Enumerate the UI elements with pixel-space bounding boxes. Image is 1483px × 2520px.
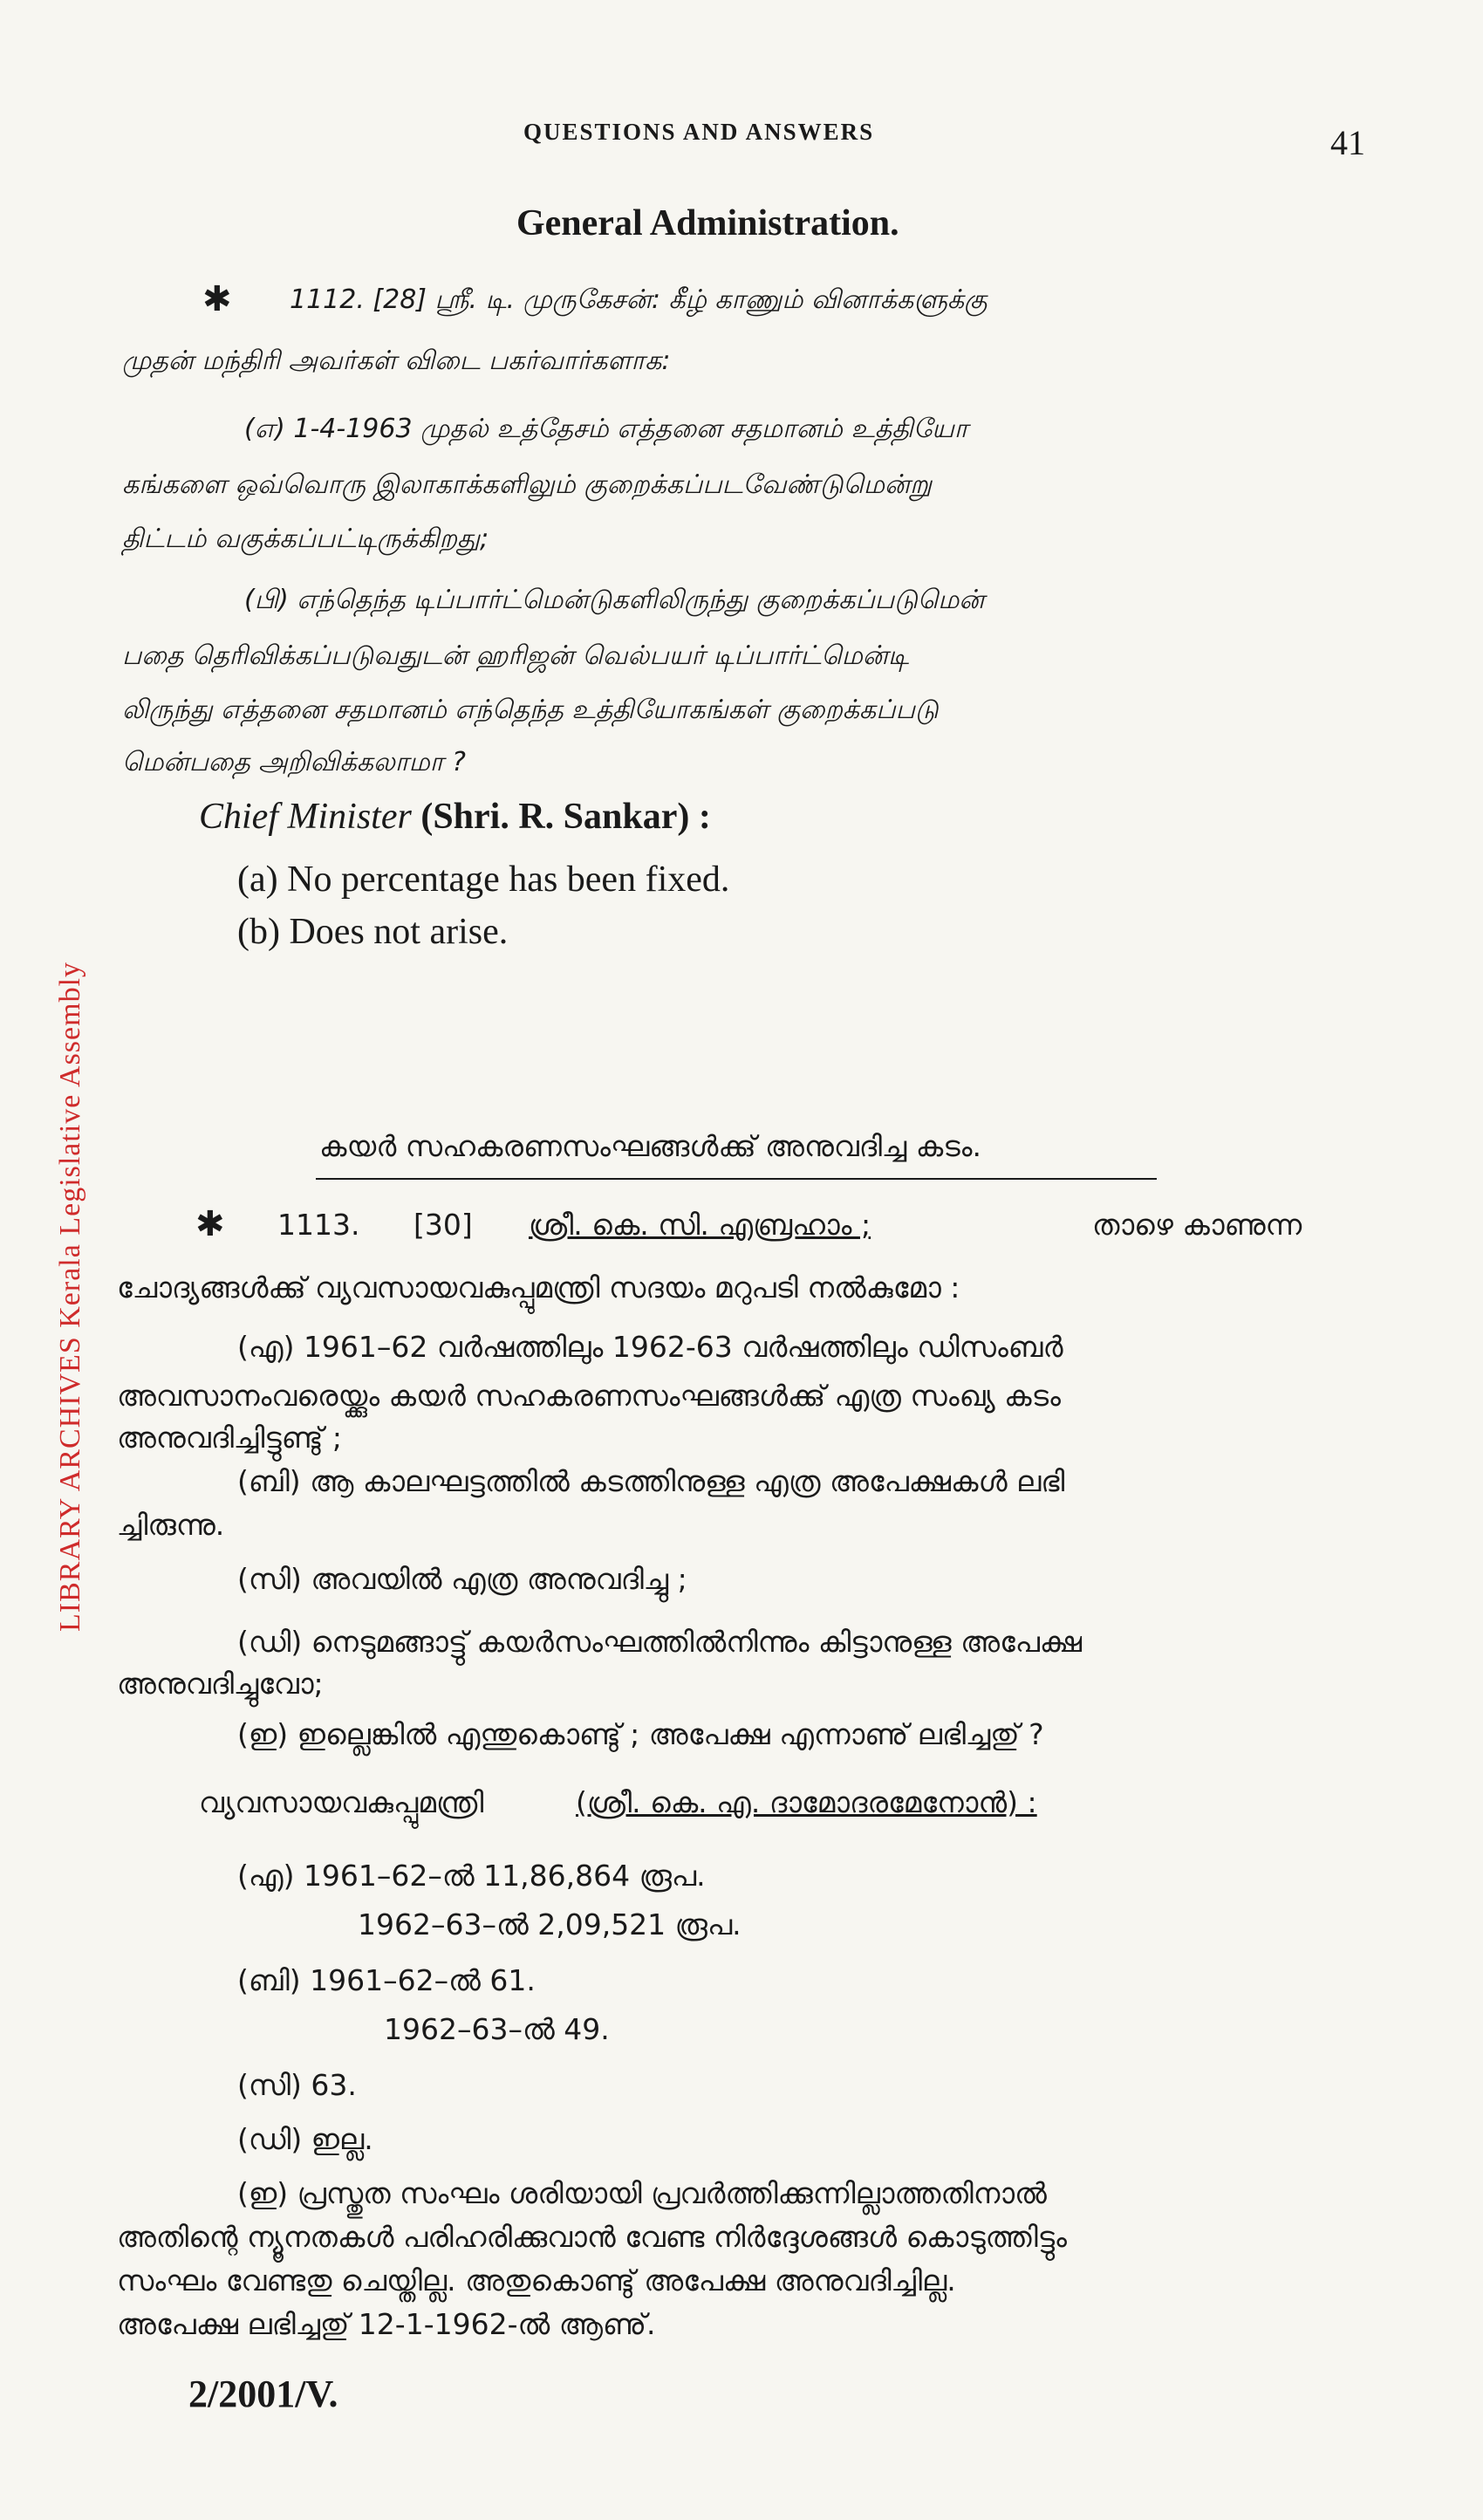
q1113-part-a: (എ) 1961–62 വർഷത്തിലും 1962-63 വർഷത്തിലും ഡിസംബർ (237, 1330, 1063, 1364)
q1112-line: 1112. [28] ஸ்ரீ. டி. முருகேசன்: கீழ் காணும் வினாக்களுக்கு (290, 284, 988, 315)
q1112-part-a: திட்டம் வகுக்கப்பட்டிருக்கிறது; (122, 524, 489, 554)
q1112-part-a: கங்களை ஒவ்வொரு இலாகாக்களிலும் குறைக்கப்படவேண்டுமென்று (122, 469, 933, 500)
q1112-part-b: மென்பதை அறிவிக்கலாமா ? (122, 747, 466, 777)
subsection-title: കയർ സഹകരണസംഘങ്ങൾക്കു് അനുവദിച്ച കടം. (319, 1129, 981, 1163)
running-header: QUESTIONS AND ANSWERS (523, 119, 875, 145)
archive-stamp: LIBRARY ARCHIVES Kerala Legislative Assembly (54, 961, 86, 1632)
answer-part-e: (ഇ) പ്രസ്തുത സംഘം ശരിയായി പ്രവർത്തിക്കുന്നില്ലാത്തതിനാൽ (237, 2176, 1047, 2210)
q1112-part-a: (எ) 1-4-1963 முதல் உத்தேசம் எத்தனை சதமானம் உத்தியோ (244, 414, 968, 444)
q1113-line: താഴെ കാണുന്ന (1092, 1208, 1302, 1242)
q1113-part-a: അനുവദിച്ചിട്ടുണ്ടു് ; (117, 1421, 342, 1455)
answer-part-b: 1962–63–ൽ 49. (384, 2012, 610, 2046)
answer-part-a: (എ) 1961–62–ൽ 11,86,864 രൂപ. (237, 1859, 706, 1893)
answer-part-c: (സി) 63. (237, 2068, 357, 2102)
q1113-part-d: (ഡി) നെടുമങ്ങാട്ടു് കയർസംഘത്തിൽനിന്നും കിട്ടാനുള്ള അപേക്ഷ (237, 1625, 1083, 1659)
section-title: General Administration. (516, 203, 899, 243)
q1113-part-b: (ബി) ആ കാലഘട്ടത്തിൽ കടത്തിനുള്ള എത്ര അപേക്ഷകൾ ലഭി (237, 1464, 1065, 1498)
answer-speaker-name: (ശ്രീ. കെ. എ. ദാമോദരമേനോൻ) : (576, 1785, 1037, 1819)
answer-speaker-role: വ്യവസായവകുപ്പുമന്ത്രി (199, 1785, 484, 1819)
q1112-line: முதன் மந்திரி அவர்கள் விடை பகர்வார்களாக: (122, 346, 671, 376)
answer-part-d: (ഡി) ഇല്ല. (237, 2122, 373, 2156)
answer-part-a: (a) No percentage has been fixed. (237, 859, 730, 900)
footer-code: 2/2001/V. (188, 2373, 338, 2415)
speaker-name: (Shri. R. Sankar) : (420, 797, 711, 837)
answer-part-e: സംഘം വേണ്ടതു ചെയ്തില്ല. അതുകൊണ്ടു് അപേക്ഷ അനുവദിച്ചില്ല. (117, 2263, 956, 2297)
answer-part-b: (ബി) 1961–62–ൽ 61. (237, 1963, 536, 1997)
q1112-part-b: லிருந்து எத்தனை சதமானம் எந்தெந்த உத்தியோகங்கள் குறைக்கப்படு (122, 695, 939, 725)
speaker-role: Chief Minister (199, 797, 412, 837)
answer-part-e: അപേക്ഷ ലഭിച്ചതു് 12-1-1962-ൽ ആണു്. (117, 2307, 656, 2341)
answer-part-e: അതിന്റെ ന്യൂനതകൾ പരിഹരിക്കുവാൻ വേണ്ട നിർദ്ദേശങ്ങൾ കൊടുത്തിട്ടും (117, 2220, 1067, 2254)
q1112-part-b: பதை தெரிவிக்கப்படுவதுடன் ஹரிஜன் வெல்பயர் டிப்பார்ட்மென்டி (122, 640, 909, 671)
answer-part-b: (b) Does not arise. (237, 912, 509, 952)
starred-question-icon: ✱ (202, 279, 232, 319)
answer-speaker (199, 796, 711, 838)
subsection-underline (316, 1178, 1157, 1180)
q1113-part-e: (ഇ) ഇല്ലെങ്കിൽ എന്തുകൊണ്ടു് ; അപേക്ഷ എന്നാണു് ലഭിച്ചതു് ? (237, 1717, 1044, 1751)
starred-question-icon: ✱ (195, 1204, 225, 1244)
q1113-number: 1113. (277, 1208, 360, 1242)
q1113-part-c: (സി) അവയിൽ എത്ര അനുവദിച്ചു ; (237, 1562, 687, 1596)
page-number: 41 (1330, 123, 1365, 162)
q1113-line: ചോദ്യങ്ങൾക്കു് വ്യവസായവകുപ്പുമന്ത്രി സദയം മറുപടി നൽകുമോ : (117, 1270, 960, 1305)
q1113-part-d: അനുവദിച്ചുവോ; (117, 1667, 324, 1701)
q1113-part-a: അവസാനംവരെയ്ക്കും കയർ സഹകരണസംഘങ്ങൾക്കു് എത്ര സംഖ്യ കടം (117, 1379, 1061, 1413)
q1113-member: ശ്രീ. കെ. സി. എബ്രഹാം ; (529, 1208, 871, 1242)
q1113-code: [30] (413, 1208, 473, 1242)
q1112-part-b: (பி) எந்தெந்த டிப்பார்ட்மென்டுகளிலிருந்து குறைக்கப்படுமென் (244, 585, 985, 615)
answer-part-a: 1962–63–ൽ 2,09,521 രൂപ. (358, 1907, 742, 1941)
q1113-part-b: ച്ചിരുന്നു. (117, 1508, 225, 1542)
